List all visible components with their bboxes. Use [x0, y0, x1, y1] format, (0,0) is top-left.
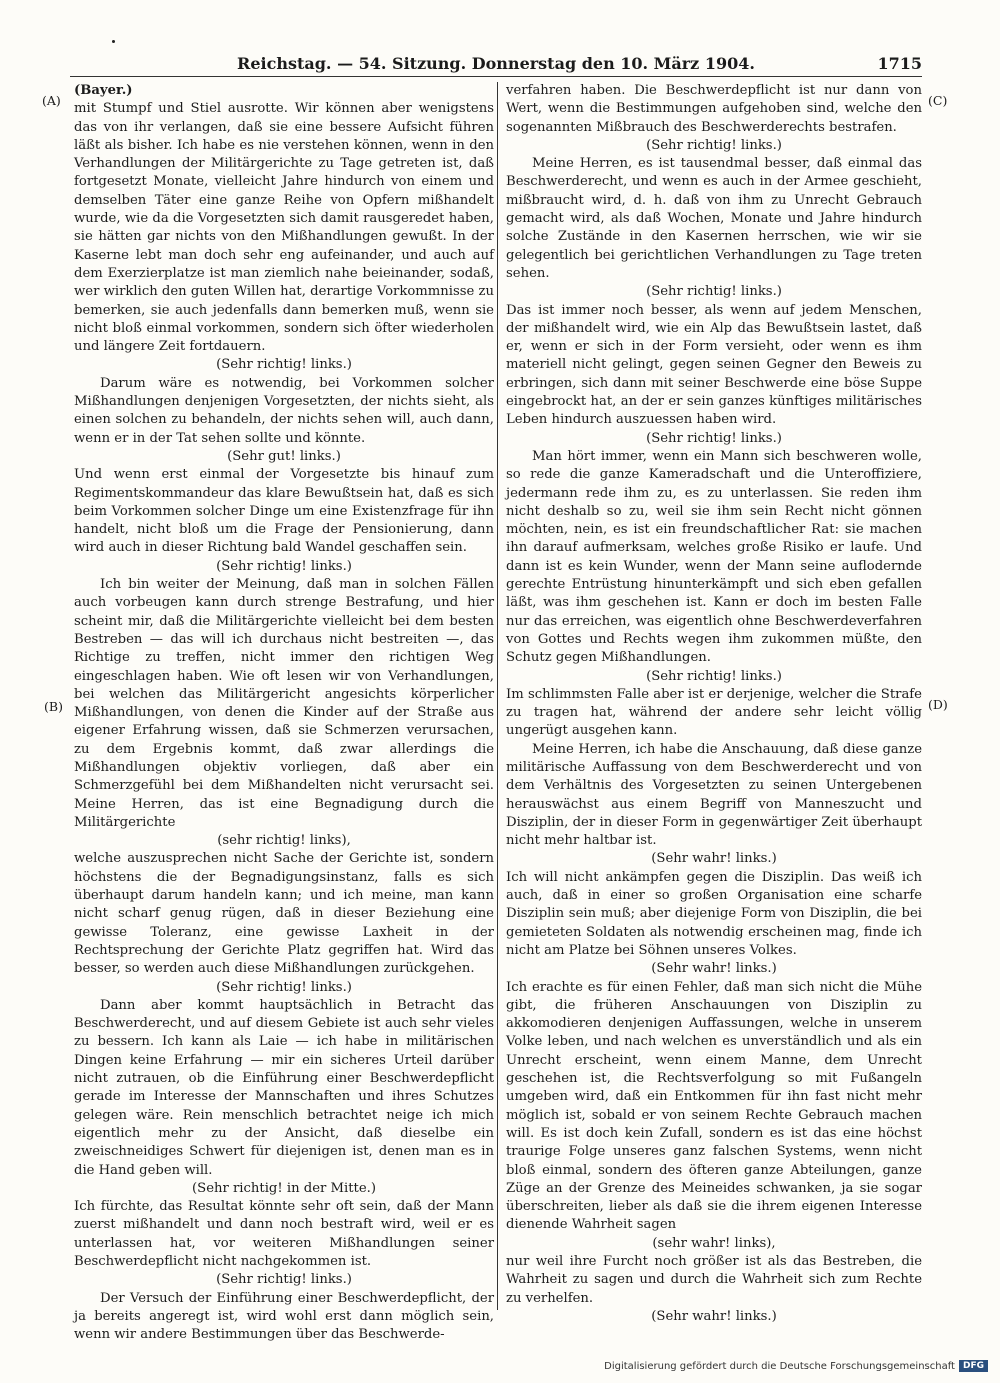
interjection: (Sehr richtig! links.)	[216, 357, 352, 373]
interjection: (Sehr richtig! links.)	[216, 1272, 352, 1288]
interjection: (Sehr richtig! in der Mitte.)	[192, 1180, 376, 1196]
speaker-name: (Bayer.)	[74, 83, 133, 98]
interjection: (Sehr gut! links.)	[227, 448, 341, 464]
paragraph: Meine Herren, es ist tausendmal besser, daß einmal das Beschwerderecht, und wenn es auch in der Armee geschieht, mißbraucht wird, d. h. daß von ihm zu Unrecht Gebrauch gemacht wird, als daß Wochen, Monate und Jahre hindurch solche Zustände in den Kasernen herrschen, wie wir sie gelegentlich bei gerichtlichen Verhandlungen zu Tage treten sehen.	[506, 156, 922, 281]
interjection: (Sehr richtig! links.)	[646, 668, 782, 684]
print-speck	[112, 40, 115, 43]
margin-marker-b: (B)	[44, 699, 63, 714]
paragraph: Meine Herren, ich habe die Anschauung, daß diese ganze militärische Auffassung von dem Beschwerderecht und von dem Verhältnis des Vorgesetzten zu seinen Untergebenen herauswächst aus einem Begriff von Manneszucht und Disziplin, der in dieser Form in gegenwärtiger Zeit überhaupt nicht mehr haltbar ist.	[506, 741, 922, 849]
page-title: Reichstag. — 54. Sitzung. Donnerstag den 10. März 1904.	[237, 54, 755, 73]
interjection: (sehr richtig! links),	[217, 833, 351, 849]
paragraph: Und wenn erst einmal der Vorgesetzte bis hinauf zum Regimentskommandeur das klare Bewußtsein hat, daß es sich beim Vorkommen solcher Dinge um eine Existenzfrage für ihn handelt, nicht bloß um die Frage der Pensionierung, dann wird auch in dieser Richtung bald Wandel geschaffen sein.	[74, 467, 494, 556]
footer-credit: Digitalisierung gefördert durch die Deutsche Forschungsgemeinschaft	[604, 1360, 955, 1372]
interjection: (Sehr richtig! links.)	[216, 979, 352, 995]
footer	[604, 1357, 988, 1375]
interjection: (Sehr richtig! links.)	[646, 284, 782, 300]
paragraph: Ich will nicht ankämpfen gegen die Disziplin. Das weiß ich auch, daß in einer so großen Organisation eine scharfe Disziplin sein muß; aber diejenige Form von Disziplin, die bei gemieteten Soldaten als notwendig erscheinen mag, finde ich nicht am Platze bei Söhnen unseres Volkes.	[506, 869, 922, 958]
paragraph: Man hört immer, wenn ein Mann sich beschweren wolle, so rede die ganze Kameradschaft und die Unteroffiziere, jedermann rede ihm zu, es zu unterlassen. Sie reden ihm nicht deshalb so zu, weil sie ihm sein Recht nicht gönnen möchten, nein, es ist ein freundschaftlicher Rat: sie machen ihn darauf aufmerksam, welches große Risiko er laufe. Und dann ist es kein Wunder, wenn der Mann seine auflodernde gerechte Entrüstung hinunterkämpft und sich eben gefallen läßt, was ihm geschehen ist. Kann er doch im besten Falle nur das erreichen, was eigentlich ohne Beschwerdeverfahren von Gottes und Rechts wegen ihm zukommen müßte, den Schutz gegen Mißhandlungen.	[506, 448, 922, 666]
interjection: (Sehr wahr! links.)	[651, 851, 777, 867]
margin-marker-c: (C)	[928, 93, 948, 108]
paragraph: verfahren haben. Die Beschwerdepflicht ist nur dann von Wert, wenn die Bestimmungen aufgehoben sind, welche den sogenannten Mißbrauch des Beschwerderechts bestrafen.	[506, 83, 922, 135]
interjection: (sehr wahr! links),	[652, 1235, 776, 1251]
margin-marker-a: (A)	[42, 93, 61, 108]
paragraph: welche auszusprechen nicht Sache der Gerichte ist, sondern höchstens die der Begnadigungsinstanz, falls es sich überhaupt darum handeln kann; und ich meine, man kann nicht scharf genug rügen, daß in dieser Beziehung eine gewisse Toleranz, eine gewisse Laxheit in der Rechtsprechung der Gerichte Platz gegriffen hat. Wird das besser, so werden auch diese Mißhandlungen zurückgehen.	[74, 851, 494, 977]
paragraph: Ich fürchte, das Resultat könnte sehr oft sein, daß der Mann zuerst mißhandelt und dann noch bestraft wird, weil er es unterlassen hat, vor weiteren Mißhandlungen seiner Beschwerdepflicht nicht nachgekommen ist.	[74, 1199, 494, 1269]
paragraph: Im schlimmsten Falle aber ist er derjenige, welcher die Strafe zu tragen hat, während der andere sehr leicht völlig ungerügt ausgehen kann.	[506, 686, 922, 739]
left-column	[74, 82, 494, 1344]
paragraph: Dann aber kommt hauptsächlich in Betracht das Beschwerderecht, und auf diesem Gebiete ist auch sehr vieles zu bessern. Ich kann als Laie — ich habe in militärischen Dingen keine Erfahrung — mir ein sicheres Urteil darüber nicht zutrauen, ob die Einführung einer Beschwerdepflicht gerade im Interesse der Mannschaften und ihres Schutzes gelegen wäre. Rein menschlich betrachtet neige ich mich eigentlich mehr zu der Ansicht, daß dieselbe ein zweischneidiges Schwert für diejenigen ist, denen man es in die Hand geben will.	[74, 997, 494, 1178]
interjection: (Sehr wahr! links.)	[651, 961, 777, 977]
right-column	[506, 82, 922, 1326]
paragraph: Das ist immer noch besser, als wenn auf jedem Menschen, der mißhandelt wird, wie ein Alp das Bewußtsein lastet, daß er, wenn er sich in der Form versieht, oder wenn es ihm materiell nicht gelingt, gegen seinen Gegner den Beweis zu erbringen, sich dann mit seiner Beschwerde eine böse Suppe eingebrockt hat, an der er sein ganzes künftiges militärisches Leben hindurch auszuessen haben wird.	[506, 302, 922, 428]
paragraph: Der Versuch der Einführung einer Beschwerdepflicht, der ja bereits angeregt ist, wird wohl erst dann möglich sein, wenn wir andere Bestimmungen über das Beschwerde-	[74, 1290, 494, 1343]
column-divider	[497, 82, 498, 1310]
paragraph: Darum wäre es notwendig, bei Vorkommen solcher Mißhandlungen denjenigen Vorgesetzten, der nichts sieht, als einen solchen zu behandeln, der nichts sehen will, auch dann, wenn er in der Tat sehen sollte und könnte.	[74, 375, 494, 446]
interjection: (Sehr wahr! links.)	[651, 1308, 777, 1324]
paragraph: Ich bin weiter der Meinung, daß man in solchen Fällen auch vorbeugen kann durch strenge Bestrafung, und hier scheint mir, daß die Militärgerichte vielleicht bei dem besten Bestreben — das will ich durchaus nicht bestreiten —, das Richtige zu treffen, nicht immer den richtigen Weg eingeschlagen haben. Wie oft lesen wir von Verhandlungen, bei welchen das Militärgericht angesichts körperlicher Mißhandlungen, von denen die Kinder auf der Straße aus eigener Erfahrung wissen, daß sie Schmerzen verursachen, zu dem Ergebnis kommt, daß zwar allerdings die Mißhandlungen objektiv vorliegen, daß aber ein Schmerzgefühl bei dem Mißhandelten nicht verursacht sei. Meine Herren, das ist eine Begnadigung durch die Militärgerichte	[74, 577, 494, 830]
page-header	[70, 52, 922, 77]
interjection: (Sehr richtig! links.)	[646, 430, 782, 446]
dfg-logo: DFG	[959, 1360, 988, 1372]
paragraph: Ich erachte es für einen Fehler, daß man sich nicht die Mühe gibt, die früheren Anschauungen von Disziplin zu akkomodieren denjenigen Auffassungen, welche in unserem Volke leben, und nach welchen es unverständlich und als ein Unrecht erscheint, wenn einem Manne, dem Unrecht geschehen ist, die Rechtsverfolgung so mit Fußangeln umgeben wird, daß ein Entkommen für ihn fast nicht mehr möglich ist, sobald er von seinem Rechte Gebrauch machen will. Es ist doch kein Zufall, sondern es ist das eine höchst traurige Folge unseres ganz falschen Systems, wenn nicht bloß einmal, sondern des öfteren ganze Abteilungen, ganze Züge an der Grenze des Meineides schwanken, ja sie sogar überschreiten, lieber als daß sie die ihrem eigenen Interesse dienende Wahrheit sagen	[506, 979, 922, 1233]
page-number: 1715	[877, 54, 922, 73]
interjection: (Sehr richtig! links.)	[216, 558, 352, 574]
interjection: (Sehr richtig! links.)	[646, 137, 782, 153]
margin-marker-d: (D)	[928, 697, 948, 712]
paragraph: mit Stumpf und Stiel ausrotte. Wir können aber wenigstens das von ihr verlangen, daß sie eine bessere Aufsicht führen läßt als bisher. Ich habe es nie verstehen können, wenn in den Verhandlungen der Militärgerichte zu Tage getreten ist, daß fortgesetzt Monate, vielleicht Jahre hindurch von einem und demselben Täter eine ganze Reihe von Opfern mißhandelt wurde, wie da die Vorgesetzten sich damit rausgeredet haben, sie hätten gar nichts von den Mißhandlungen gewußt. In der Kaserne lebt man doch sehr eng aufeinander, und auch auf dem Exerzierplatze ist man ziemlich nahe beieinander, sodaß, wer wirklich den guten Willen hat, derartige Vorkommnisse zu bemerken, sie auch jedenfalls dann bemerken muß, wenn sie nicht bloß einmal vorkommen, sondern sich öfter wiederholen und längere Zeit fortdauern.	[74, 101, 494, 355]
paragraph: nur weil ihre Furcht noch größer ist als das Bestreben, die Wahrheit zu sagen und durch die Wahrheit sich zum Rechte zu verhelfen.	[506, 1254, 922, 1306]
